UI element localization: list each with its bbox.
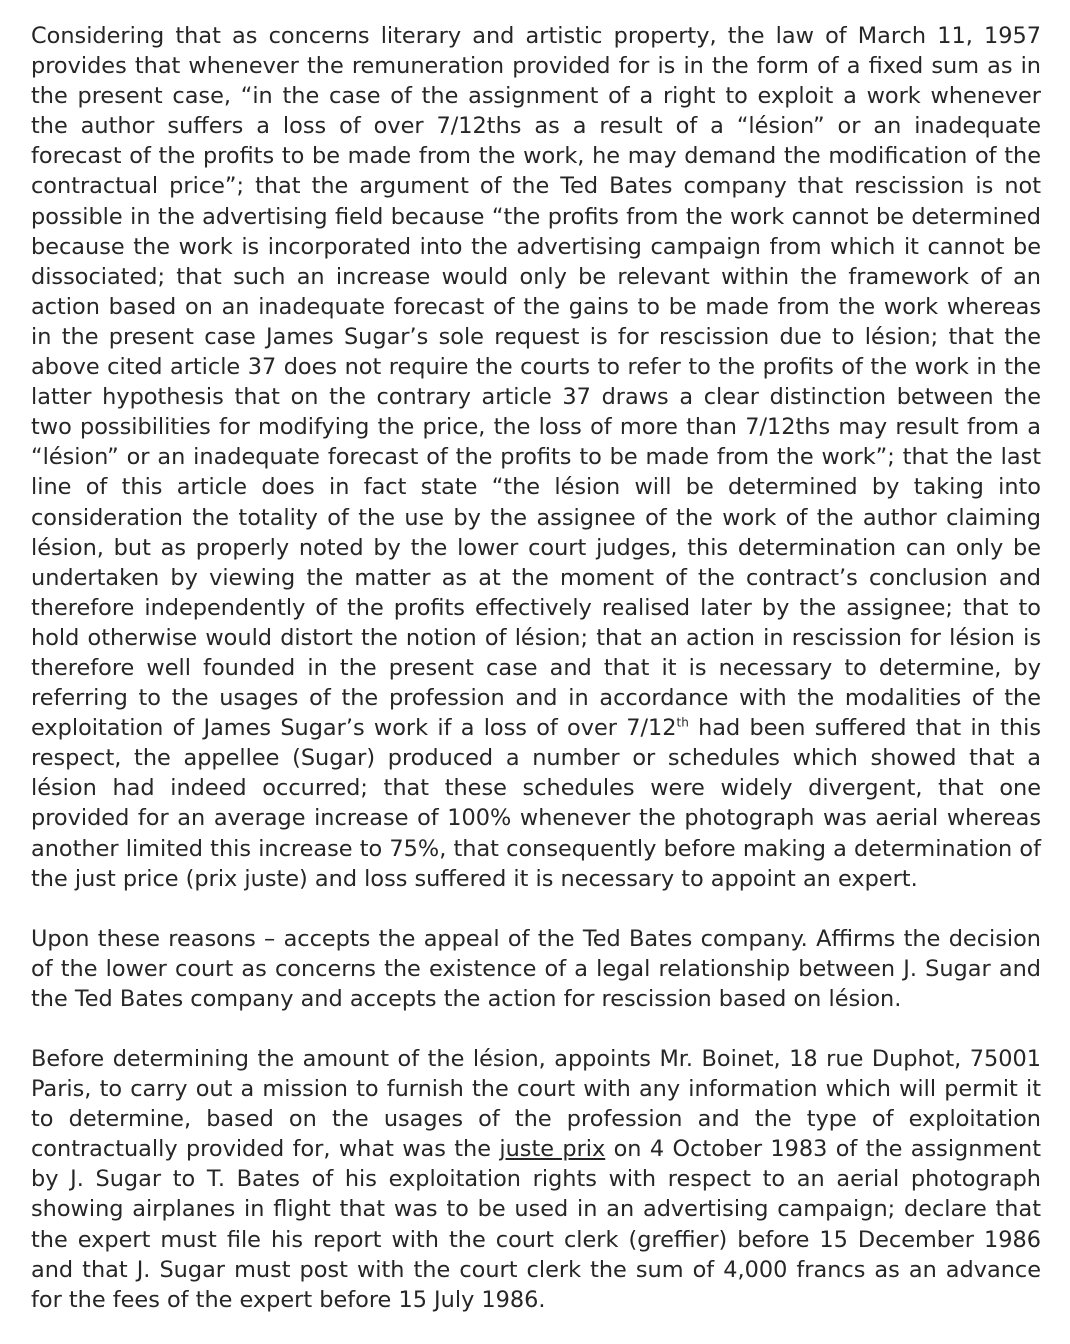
paragraph-1-text-a: Considering that as concerns literary and artistic property, the law of March 11, 1957 provides that whenever the remuneration provided for is in the form of a fixed sum as in the present case, “in the case of the assignment of a right to exploit a work whenever the author suffers a loss of over 7/12ths as a result of a “lésion” or an inadequate forecast of the profits to be made from the work, he may demand the modification of the contractual price”; that the argument of the Ted Bates company that rescission is not possible in the advertising field because “the profits from the work cannot be determined because the work is incorporated into the advertising campaign from which it cannot be dissociated; that such an increase would only be relevant within the framework of an action based on an inadequate forecast of the gains to be made from the work whereas in the present case James Sugar’s sole request is for rescission due to lésion; that the above cited article 37 does not require the courts to refer to the profits of the work in the latter hypothesis that on the contrary article 37 draws a clear distinction between the two possibilities for modifying the price, the loss of more than 7/12ths may result from a “lésion” or an inadequate forecast of the profits to be made from the work”; that the last line of this article does in fact state “the lésion will be determined by taking into consideration the totality of the use by the assignee of the work of the author claiming lésion, but as properly noted by the lower court judges, this determination can only be undertaken by viewing the matter as at the moment of the contract’s conclusion and therefore independently of the profits effectively realised later by the assignee; that to hold otherwise would distort the notion of lésion; that an action in rescission for lésion is therefore well founded in the present case and that it is necessary to determine, by referring to the usages of the profession and in accordance with the modalities of the exploitation of James Sugar’s work if a loss of over 7/12 xyxy=(31,23,1041,742)
ordinal-superscript: th xyxy=(676,715,689,730)
paragraph-considering xyxy=(31,21,1041,894)
paragraph-3-text-a: Before determining the amount of the lésion, appoints Mr. Boinet, 18 rue Duphot, 75001 Paris, to carry out a mission to furnish the court with any information which will permit it to determine, based on the usages of the profession and the type of exploitation contractually provided for, what was the xyxy=(31,1046,1041,1163)
paragraph-3-text-b: on 4 October 1983 of the assignment by J. Sugar to T. Bates of his exploitation rights with respect to an aerial photograph showing airplanes in flight that was to be used in an advertising campaign; declare that the expert must file his report with the court clerk (greffier) before 15 December 1986 and that J. Sugar must post with the court clerk the sum of 4,000 francs as an advance for the fees of the expert before 15 July 1986. xyxy=(31,1136,1041,1313)
juste-prix-underlined-term: juste prix xyxy=(499,1136,606,1163)
paragraph-before-determining xyxy=(31,1044,1041,1315)
paragraph-1-text-b: had been suffered that in this respect, the appellee (Sugar) produced a number or schedules which showed that a lésion had indeed occurred; that these schedules were widely divergent, that one provided for an average increase of 100% whenever the photograph was aerial whereas another limited this increase to 75%, that consequently before making a determination of the just price (prix juste) and loss suffered it is necessary to appoint an expert. xyxy=(31,715,1041,892)
paragraph-upon-these-reasons: Upon these reasons – accepts the appeal of the Ted Bates company. Affirms the decision of the lower court as concerns the existence of a legal relationship between J. Sugar and the Ted Bates company and accepts the action for rescission based on lésion. xyxy=(31,925,1041,1012)
document-page xyxy=(31,21,1041,1315)
